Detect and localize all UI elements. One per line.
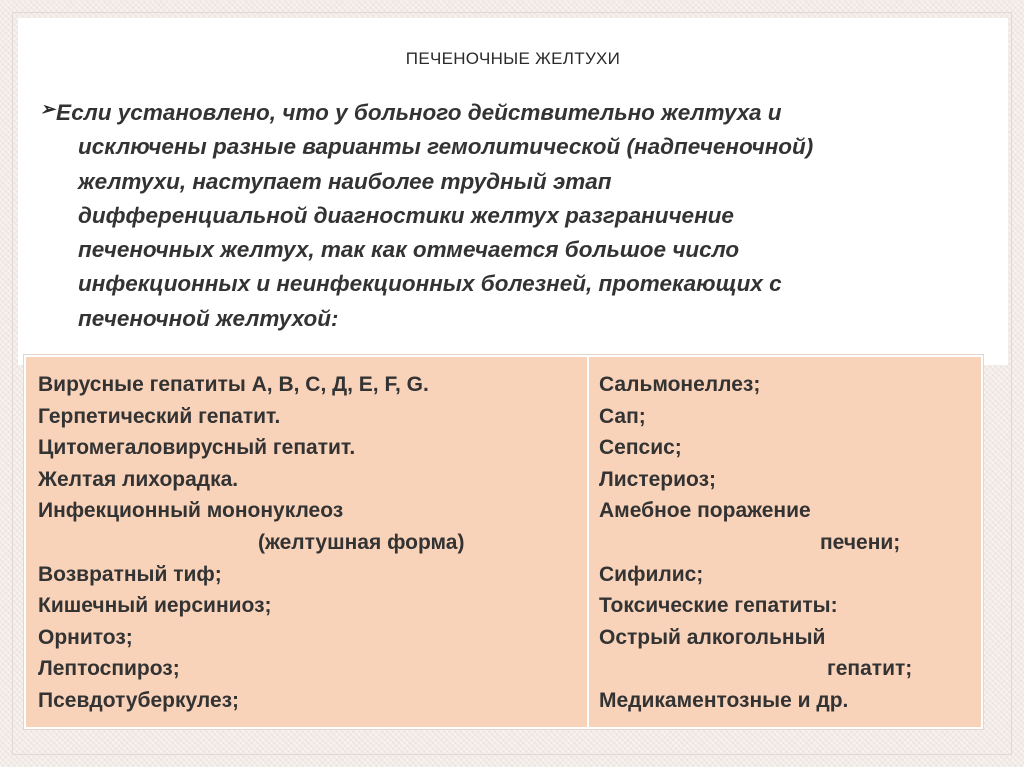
bullet-arrow-icon: ➢ (40, 99, 56, 119)
list-item: Сифилис; (599, 562, 704, 586)
list-item: Желтая лихорадка. (38, 467, 239, 491)
list-item: печени; (820, 530, 901, 554)
bullet-line: исключены разные варианты гемолитической (надпеченочной) (78, 134, 814, 160)
list-item: Острый алкогольный (599, 625, 826, 649)
list-item: (желтушная форма) (258, 530, 465, 554)
bullet-line: инфекционных и неинфекционных болезней, протекающих с (78, 271, 782, 297)
list-item: Вирусные гепатиты А, В, С, Д, Е, F, G. (38, 373, 429, 396)
table-column-other (589, 357, 981, 727)
list-item: Возвратный тиф; (38, 562, 222, 586)
intro-panel (18, 18, 1008, 365)
bullet-line: печеночных желтух, так как отмечается большое число (78, 237, 740, 263)
list-item: Лептоспироз; (38, 657, 180, 681)
list-item: Медикаментозные и др. (599, 688, 849, 712)
bullet-line: Если установлено, что у больного действительно желтуха и (56, 100, 782, 125)
bullet-line: печеночной желтухой: (78, 305, 339, 331)
list-item: Кишечный иерсиниоз; (38, 594, 272, 618)
list-item: Псевдотуберкулез; (38, 688, 240, 712)
list-item: Токсические гепатиты: (599, 594, 838, 618)
other-list (599, 369, 912, 717)
list-item: Цитомегаловирусный гепатит. (38, 436, 356, 460)
list-item: Листериоз; (599, 467, 717, 491)
bullet-line: дифференциальной диагностики желтух разграничение (78, 202, 734, 228)
list-item: Сальмонеллез; (599, 373, 761, 396)
table-column-infectious (26, 357, 589, 727)
list-item: Сепсис; (599, 436, 682, 460)
list-item: Амебное поражение (599, 499, 811, 523)
list-item: Сап; (599, 404, 646, 428)
list-item: Орнитоз; (38, 625, 133, 649)
bullet-text (56, 96, 996, 336)
list-item: гепатит; (827, 657, 913, 681)
diseases-table (24, 355, 983, 729)
slide-title: ПЕЧЕНОЧНЫЕ ЖЕЛТУХИ (405, 49, 621, 68)
bullet-line: желтухи, наступает наиболее трудный этап (78, 168, 612, 194)
infectious-list (38, 369, 464, 717)
list-item: Инфекционный мононуклеоз (38, 499, 344, 523)
list-item: Герпетический гепатит. (38, 404, 281, 428)
